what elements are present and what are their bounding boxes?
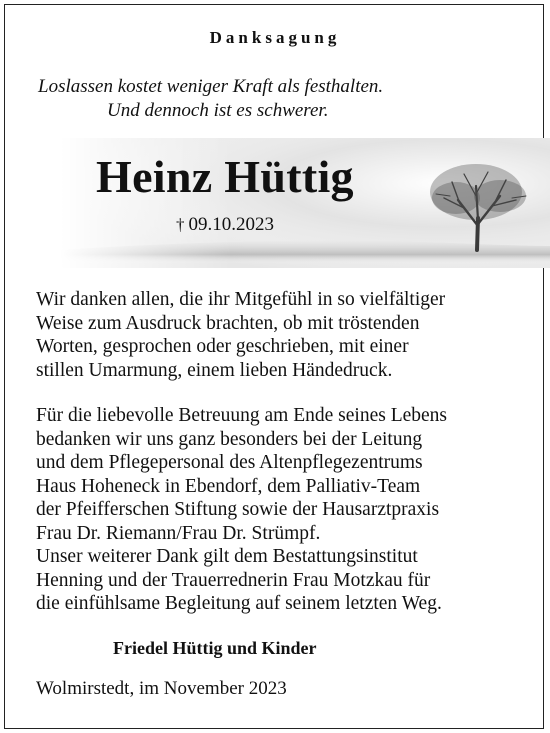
text-line: stillen Umarmung, einem lieben Händedruck. — [36, 359, 393, 381]
text-line: Für die liebevolle Betreuung am Ende seines Lebens — [36, 405, 448, 426]
text-line: Unser weiterer Dank gilt dem Bestattungsinstitut — [36, 546, 418, 567]
notice-heading: Danksagung — [209, 28, 341, 47]
text-line: und dem Pflegepersonal des Altenpflegezentrums — [36, 452, 423, 473]
text-line: Henning und der Trauerrednerin Frau Motzkau für — [36, 569, 431, 591]
text-line: Weise zum Ausdruck brachten, ob mit tröstenden — [36, 312, 420, 334]
place-and-date: Wolmirstedt, im November 2023 — [36, 678, 287, 699]
death-date-row — [176, 214, 274, 236]
thanks-paragraph-1 — [36, 288, 445, 382]
quote-line-1: Loslassen kostet weniger Kraft als festhalten. — [38, 76, 384, 97]
cross-icon: † — [176, 215, 185, 234]
text-line: Frau Dr. Riemann/Frau Dr. Strümpf. — [36, 522, 321, 544]
signature: Friedel Hüttig und Kinder — [113, 638, 317, 658]
text-line: bedanken wir uns ganz besonders bei der Leitung — [36, 428, 423, 450]
text-line: Wir danken allen, die ihr Mitgefühl in so vielfältiger — [36, 289, 446, 310]
text-line: die einfühlsame Begleitung auf seinem letzten Weg. — [36, 593, 442, 614]
thanks-paragraph-2 — [36, 404, 447, 616]
death-date: 09.10.2023 — [188, 214, 274, 235]
quote-line-2: Und dennoch ist es schwerer. — [107, 100, 329, 121]
text-line: der Pfeifferschen Stiftung sowie der Hausarztpraxis — [36, 499, 440, 520]
text-line: Worten, gesprochen oder geschrieben, mit einer — [36, 336, 409, 357]
text-line: Haus Hoheneck in Ebendorf, dem Palliativ-Team — [36, 475, 421, 497]
deceased-name: Heinz Hüttig — [96, 151, 354, 202]
